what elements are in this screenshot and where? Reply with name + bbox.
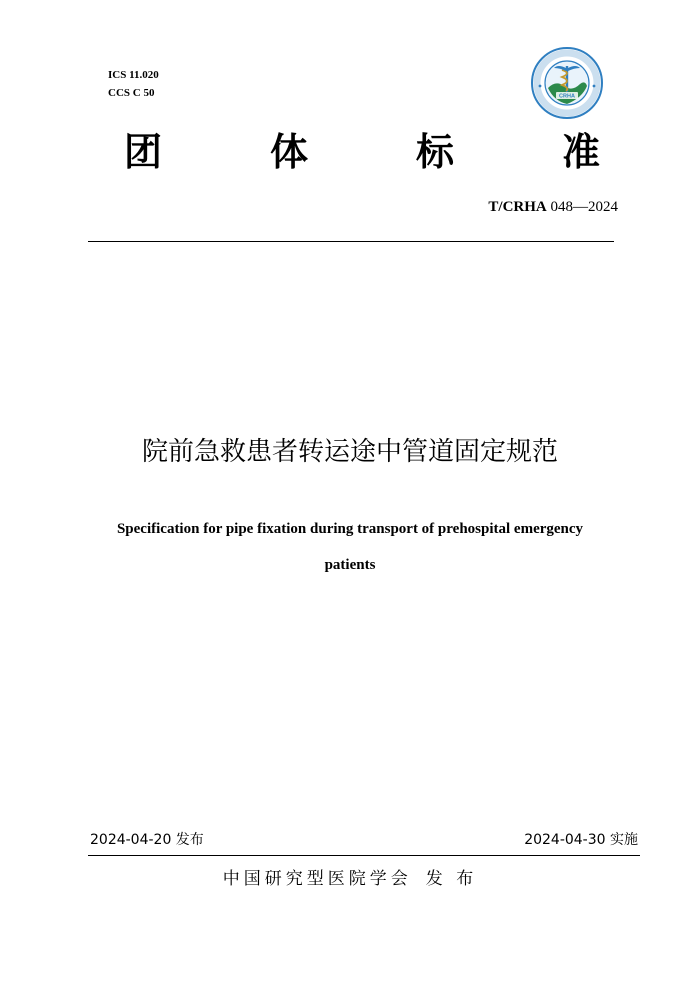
chinese-title: 院前急救患者转运途中管道固定规范 bbox=[141, 437, 558, 467]
standard-type-char: 体 bbox=[269, 130, 308, 174]
english-title bbox=[60, 511, 640, 583]
footer-divider bbox=[88, 855, 640, 856]
standard-type-char: 标 bbox=[415, 130, 454, 174]
standard-type-char: 准 bbox=[561, 130, 600, 174]
standard-type-char: 团 bbox=[124, 130, 163, 174]
chra-association-logo-icon bbox=[530, 46, 604, 120]
standard-number bbox=[488, 199, 618, 216]
publisher-action: 发 布 bbox=[425, 869, 478, 889]
standard-number-prefix: T/CRHA bbox=[488, 199, 547, 215]
standard-type-heading bbox=[124, 128, 600, 176]
standard-number-value: 048—2024 bbox=[546, 199, 618, 215]
english-title-line: patients bbox=[324, 557, 376, 573]
logo-dot-right bbox=[593, 85, 596, 88]
logo-abbr-text: CRHA bbox=[559, 93, 575, 100]
logo-dot-left bbox=[539, 85, 542, 88]
publisher-name: 中国研究型医院学会 bbox=[222, 869, 412, 889]
header-divider bbox=[88, 241, 614, 242]
ics-code: ICS 11.020 bbox=[108, 69, 159, 81]
publisher-line bbox=[0, 864, 700, 889]
english-title-line: Specification for pipe fixation during transport of prehospital emergency bbox=[116, 521, 584, 537]
implementation-date: 2024-04-30 实施 bbox=[524, 832, 638, 848]
classification-codes bbox=[108, 66, 159, 102]
release-date: 2024-04-20 发布 bbox=[90, 832, 204, 848]
ccs-code: CCS C 50 bbox=[108, 87, 155, 99]
